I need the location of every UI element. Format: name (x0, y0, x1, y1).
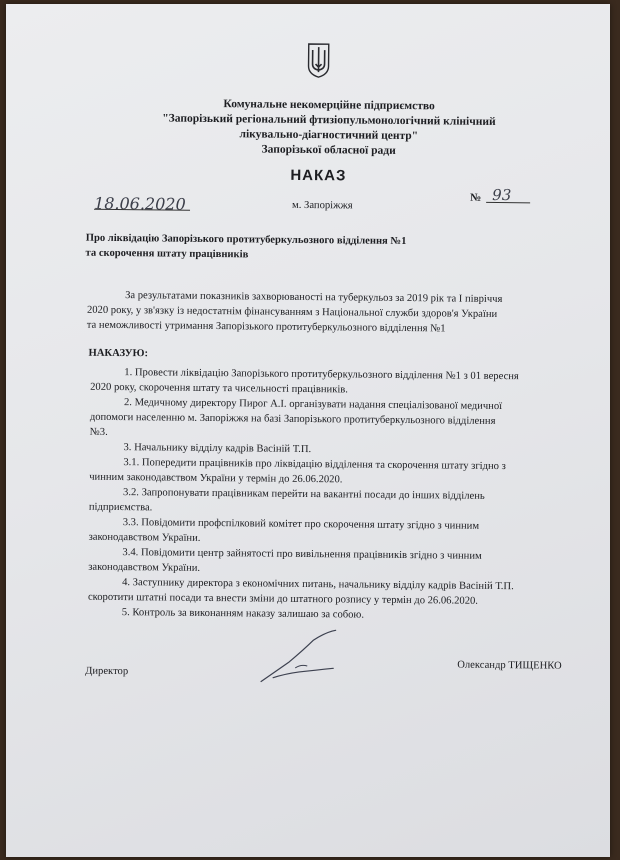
item-3-1-line-2: чинним законодавством України у термін до 26.06.2020. (89, 471, 343, 486)
signature-position: Директор (85, 665, 129, 678)
item-4-line-1: 4. Заступнику директора з економічних питань, начальнику відділу кадрів Васіній Т.П. (122, 577, 514, 593)
item-3: 3. Начальнику відділу кадрів Васіній Т.П. (123, 442, 312, 456)
item-4-line-2: скоротити штатні посади та внести зміни до штатного розпису у термін до 26.06.2020. (87, 591, 479, 607)
item-5: 5. Контроль за виконанням наказу залишаю за собою. (121, 607, 365, 621)
item-1-line-1: 1. Провести ліквідацію Запорізького протитуберкульозного відділення №1 з 01 вересня (124, 367, 519, 383)
order-word: НАКАЗУЮ: (88, 347, 149, 360)
subject-line-2: та скорочення штату працівників (85, 247, 249, 261)
document-sheet (6, 4, 610, 857)
item-3-3-line-1: 3.3. Повідомити профспілковий комітет про скорочення штату згідно з чинним (122, 517, 480, 532)
org-name-line-2: лікувально-діагностичний центр" (239, 128, 419, 143)
item-2-line-3: №3. (89, 426, 108, 438)
document-title: НАКАЗ (290, 166, 347, 185)
preamble-line-3: та неможливості утримання Запорізького протитуберкульозного відділення №1 (86, 319, 446, 335)
item-2-line-2: допомоги населенню м. Запоріжжя на базі Запорізького протитуберкульозного відділення (89, 411, 496, 427)
handwritten-date: 18.06.2020 (93, 193, 186, 214)
item-3-4-line-1: 3.4. Повідомити центр зайнятості про вивільнення працівників згідно з чинним (122, 547, 482, 562)
item-1-line-2: 2020 року, скорочення штату та чисельності працівників. (90, 381, 349, 396)
org-affiliation: Запорізької обласної ради (261, 143, 396, 157)
item-2-line-1: 2. Медичному директору Пирог А.І. організувати надання спеціалізованої медичної (123, 397, 503, 413)
item-3-1-line-1: 3.1. Попередити працівників про ліквідацію відділення та скорочення штату згідно з (123, 457, 506, 473)
subject-line-1: Про ліквідацію Запорізького протитуберкульозного відділення №1 (85, 232, 407, 248)
signatory-name: Олександр ТИЩЕНКО (457, 659, 562, 672)
item-3-2-line-1: 3.2. Запропонувати працівникам перейти на вакантні посади до інших відділень (123, 487, 485, 502)
order-number-value: 93 (492, 185, 512, 205)
item-3-3-line-2: законодавством України. (88, 531, 201, 544)
item-3-2-line-2: підприємства. (88, 501, 153, 514)
handwritten-signature (255, 627, 348, 690)
org-name-line-1: "Запорізький регіональний фтизіопульмонологічний клінічний (162, 112, 496, 128)
preamble-line-1: За результатами показників захворюваності на туберкульоз за 2019 рік та І півріччя (125, 290, 503, 306)
preamble-line-2: 2020 року, у зв'язку із недостатнім фінансуванням з Національної служби здоров'я України (86, 304, 498, 320)
org-type: Комунальне некомерційне підприємство (223, 98, 435, 113)
order-number-label: № (470, 191, 482, 204)
ukraine-trident-icon (305, 42, 331, 78)
order-document (1, 1, 614, 860)
city: м. Запоріжжя (292, 199, 353, 212)
item-3-4-line-2: законодавством України. (88, 561, 201, 574)
